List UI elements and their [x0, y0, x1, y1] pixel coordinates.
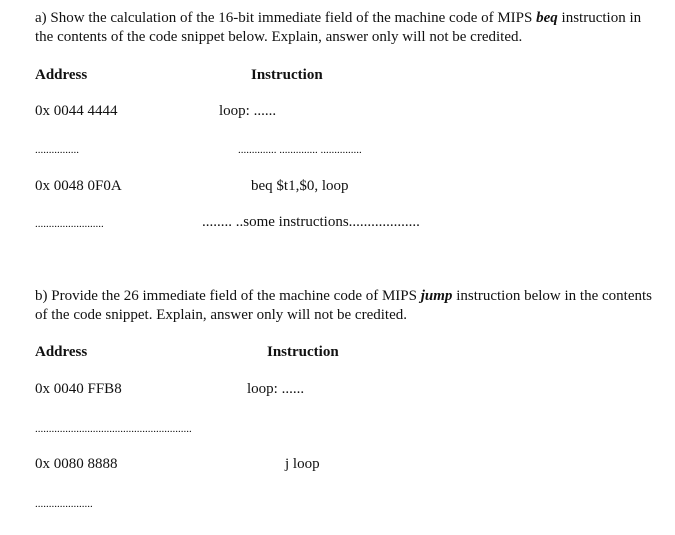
address-b-row-4: .....................	[35, 498, 93, 510]
question-a-text-pre: a) Show the calculation of the 16-bit immediate field of the machine code of MIPS	[35, 10, 537, 26]
question-b-text-post: instruction below in the contents of the code snippet. Explain, answer only will not be credited.	[35, 288, 652, 323]
instruction-b-row-1: loop: ......	[247, 381, 305, 397]
address-a-row-4: .........................	[35, 218, 104, 230]
question-a-keyword: beq	[536, 10, 558, 26]
address-b-row-3: 0x 0080 8888	[35, 456, 118, 472]
address-a-row-3: 0x 0048 0F0A	[35, 178, 122, 194]
question-a-text-post: instruction in the contents of the code snippet below. Explain, answer only will not be credited.	[35, 10, 642, 45]
address-b-row-2: .........................................................	[35, 423, 192, 435]
instruction-a-row-2: .............. .............. ...............	[238, 144, 362, 156]
instruction-a-row-4: ........ ..some instructions...................	[202, 214, 420, 230]
header-instruction-a: Instruction	[251, 67, 323, 83]
question-b-keyword: jump	[420, 288, 453, 304]
header-address-b: Address	[35, 344, 88, 360]
question-b-text-pre: b) Provide the 26 immediate field of the machine code of MIPS	[35, 288, 421, 304]
instruction-b-row-3: j loop	[285, 456, 320, 472]
header-address-a: Address	[35, 67, 88, 83]
instruction-a-row-1: loop: ......	[219, 103, 277, 119]
question-a	[35, 9, 660, 46]
question-b	[35, 287, 660, 324]
address-a-row-1: 0x 0044 4444	[35, 103, 118, 119]
address-a-row-2: ................	[35, 144, 79, 156]
header-instruction-b: Instruction	[267, 344, 339, 360]
address-b-row-1: 0x 0040 FFB8	[35, 381, 122, 397]
instruction-a-row-3: beq $t1,$0, loop	[251, 178, 349, 194]
